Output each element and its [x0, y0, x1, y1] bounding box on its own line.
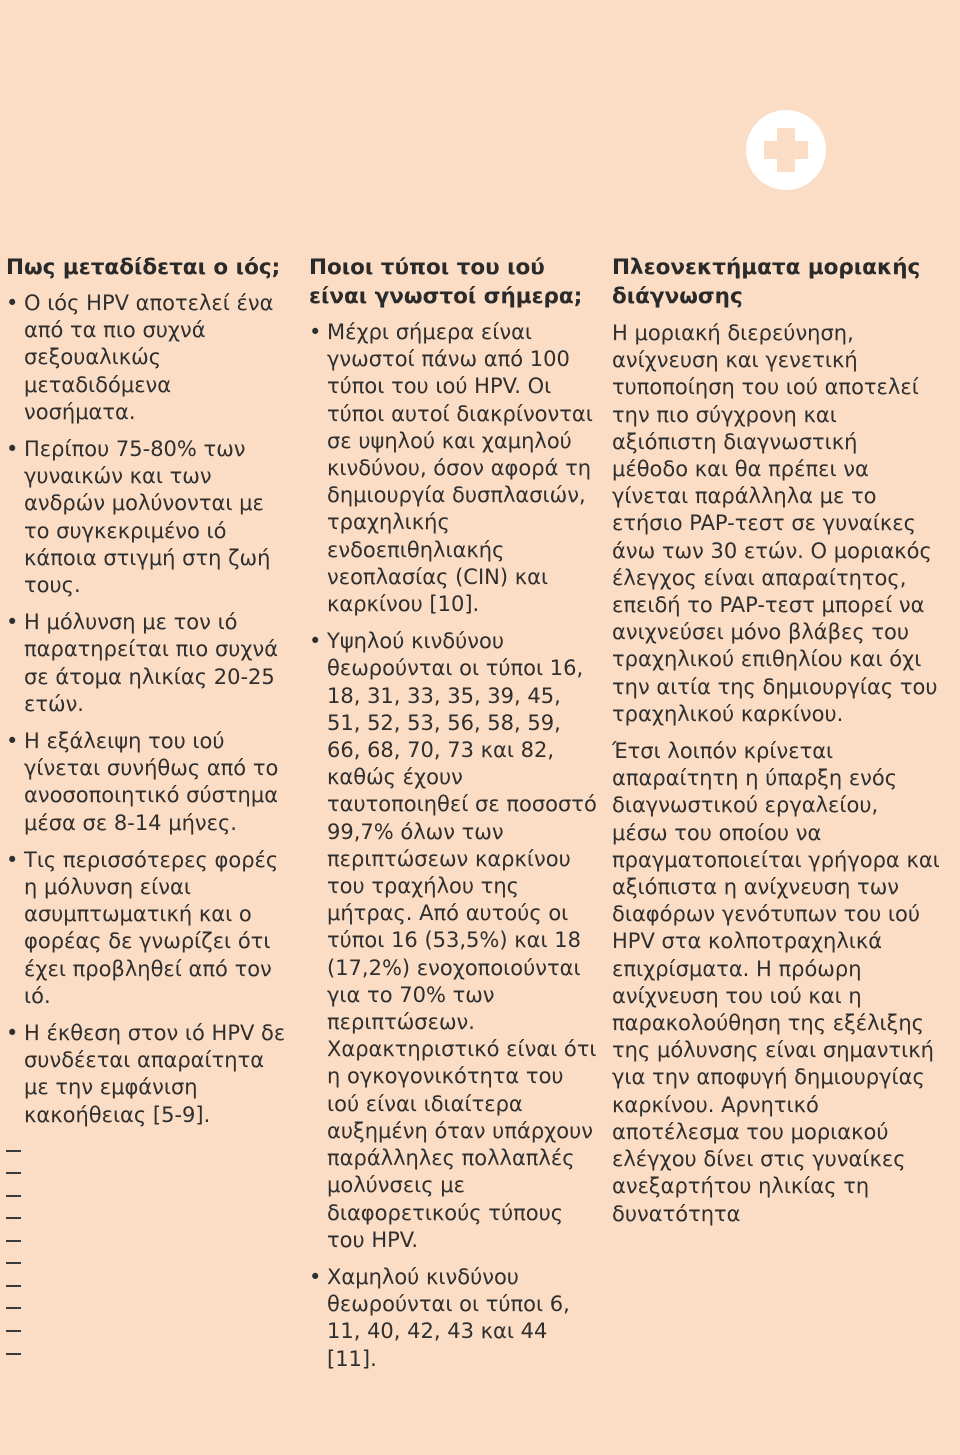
medical-cross-icon — [746, 110, 826, 190]
dash-rule — [6, 1262, 21, 1264]
column-molecular-diagnosis — [612, 253, 952, 1238]
list-item: • Ο ιός HPV αποτελεί ένα από τα πιο συχνά σεξουαλικώς μεταδιδόμενα νοσήματα. — [6, 290, 286, 426]
transmission-list — [6, 290, 288, 1129]
list-item: • Η έκθεση στον ιό HPV δε συνδέεται απαραίτητα με την εμφάνιση κακοήθειας [5-9]. — [6, 1020, 286, 1129]
dash-rule — [6, 1353, 21, 1355]
list-item: • Υψηλού κινδύνου θεωρούνται οι τύποι 16, 18, 31, 33, 35, 39, 45, 51, 52, 53, 56, 58, 59, 66, 68, 70, 73 και 82, καθώς έχουν ταυτοποιηθεί σε ποσοστό 99,7% όλων των περιπτώσεων καρκίνου του τραχήλου της μήτρας. Από αυτούς οι τύποι 16 (53,5%) και 18 (17,2%) ενοχοποιούνται για το 70% των περιπτώσεων. Χαρακτηριστικό είναι ότι η ογκογονικότητα του ιού είναι ιδιαίτερα αυξημένη όταν υπάρχουν παράλληλες πολλαπλές μολύνσεις με διαφορετικούς τύπους του HPV. — [309, 628, 597, 1254]
list-item: • Η μόλυνση με τον ιό παρατηρείται πιο συχνά σε άτομα ηλικίας 20-25 ετών. — [6, 609, 286, 718]
list-item: • Περίπου 75-80% των γυναικών και των ανδρών μολύνονται με το συγκεκριμένο ιό κάποια στιγμή στη ζωή τους. — [6, 436, 286, 599]
dash-rule — [6, 1285, 21, 1287]
heading-transmission: Πως μεταδίδεται ο ιός; — [6, 255, 281, 280]
list-item: • Η εξάλειψη του ιού γίνεται συνήθως από το ανοσοποιητικό σύστημα μέσα σε 8-14 μήνες. — [6, 728, 286, 837]
column-virus-types — [309, 253, 601, 1383]
dash-rule — [6, 1307, 21, 1309]
heading-virus-types: Ποιοι τύποι του ιού είναι γνωστοί σήμερα; — [309, 255, 583, 309]
paragraph: Έτσι λοιπόν κρίνεται απαραίτητη η ύπαρξη ενός διαγνωστικού εργαλείου, μέσω του οποίου να πραγματοποιείται γρήγορα και αξιόπιστα η ανίχνευση των διαφόρων γενότυπων του ιού HPV στα κολποτραχηλικά επιχρίσματα. Η πρόωρη ανίχνευση του ιού και η παρακολούθηση της εξέλιξης της μόλυνσης είναι σημαντική για την αποφυγή δημιουργίας καρκίνου. Αρνητικό αποτέλεσμα του μοριακού ελέγχου δίνει στις γυναίκες ανεξαρτήτου ηλικίας τη δυνατότητα — [612, 739, 940, 1226]
list-item: • Μέχρι σήμερα είναι γνωστοί πάνω από 100 τύποι του ιού HPV. Οι τύποι αυτοί διακρίνονται σε υψηλού και χαμηλού κινδύνου, όσον αφορά τη δημιουργία δυσπλασιών, τραχηλικής ενδοεπιθηλιακής νεοπλασίας (CIN) και καρκίνου [10]. — [309, 319, 597, 618]
dash-rule — [6, 1217, 21, 1219]
dash-rule — [6, 1195, 21, 1197]
list-item: • Τις περισσότερες φορές η μόλυνση είναι ασυμπτωματική και ο φορέας δε γνωρίζει ότι έχει προβληθεί από τον ιό. — [6, 847, 286, 1010]
dash-rule — [6, 1172, 21, 1174]
medical-cross-shape — [746, 110, 826, 190]
dash-rule — [6, 1330, 21, 1332]
virus-types-list — [309, 319, 601, 1373]
dash-rule — [6, 1150, 21, 1152]
dash-rule — [6, 1240, 21, 1242]
list-item: • Χαμηλού κινδύνου θεωρούνται οι τύποι 6, 11, 40, 42, 43 και 44 [11]. — [309, 1264, 597, 1373]
heading-molecular-diagnosis: Πλεονεκτήματα μοριακής διάγνωσης — [612, 255, 921, 309]
paragraph: Η μοριακή διερεύνηση, ανίχνευση και γενετική τυποποίηση του ιού αποτελεί την πιο σύγχρονη και αξιόπιστη διαγνωστική μέθοδο και θα πρέπει να γίνεται παράλληλα με το ετήσιο PAP-τεστ σε γυναίκες άνω των 30 ετών. Ο μοριακός έλεγχος είναι απαραίτητος, επειδή το PAP-τεστ μπορεί να ανιχνεύσει μόνο βλάβες του τραχηλικού επιθηλίου και όχι την αιτία της δημιουργίας του τραχηλικού καρκίνου. — [612, 321, 938, 726]
column-transmission — [6, 253, 288, 1139]
